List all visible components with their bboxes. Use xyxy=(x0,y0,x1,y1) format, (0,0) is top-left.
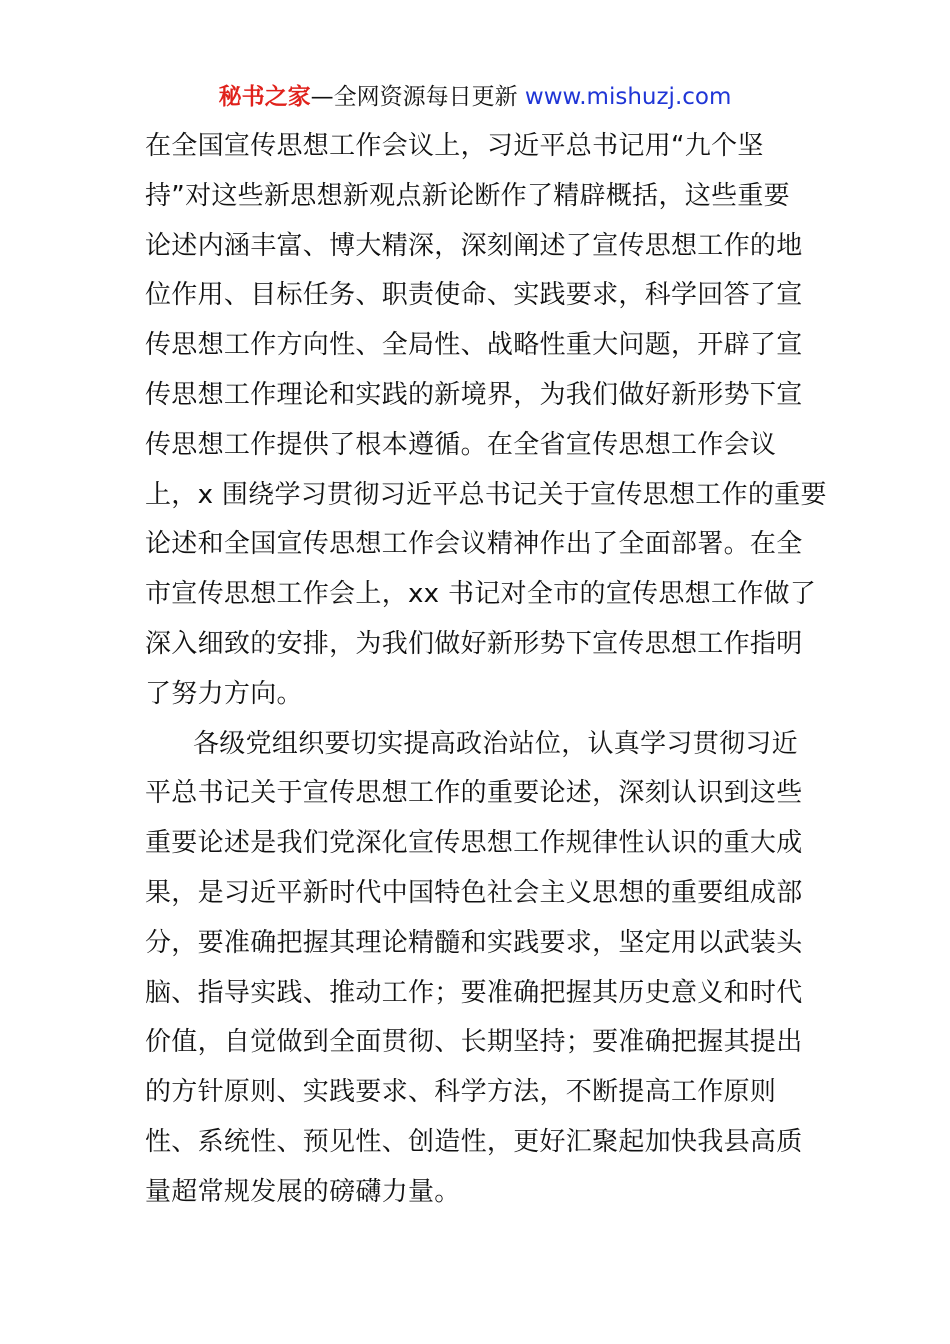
text-line: 了努力方向。 xyxy=(145,678,303,709)
text-line: 在全国宣传思想工作会议上，习近平总书记用“九个坚 xyxy=(145,131,764,161)
text-line: 各级党组织要切实提高政治站位，认真学习贯彻习近 xyxy=(193,728,798,759)
paragraph-1 xyxy=(145,122,827,720)
paragraph-2 xyxy=(145,720,809,1218)
text-line: 平总书记关于宣传思想工作的重要论述，深刻认识到这些 xyxy=(145,778,803,809)
text-line: 上，x 围绕学习贯彻习近平总书记关于宣传思想工作的重要 xyxy=(145,479,827,510)
brand-name: 秘书之家 xyxy=(218,84,311,110)
page-header xyxy=(0,80,950,114)
text-line: 论述内涵丰富、博大精深，深刻阐述了宣传思想工作的地 xyxy=(145,230,803,261)
text-line: 传思想工作理论和实践的新境界，为我们做好新形势下宣 xyxy=(145,379,803,410)
text-line: 脑、指导实践、推动工作；要准确把握其历史意义和时代 xyxy=(145,977,803,1008)
document-body xyxy=(145,122,827,1218)
text-line: 传思想工作提供了根本遵循。在全省宣传思想工作会议 xyxy=(145,429,777,460)
text-line: 传思想工作方向性、全局性、战略性重大问题，开辟了宣 xyxy=(145,330,803,361)
text-line: 位作用、目标任务、职责使命、实践要求，科学回答了宣 xyxy=(145,280,803,311)
text-line: 深入细致的安排，为我们做好新形势下宣传思想工作指明 xyxy=(145,628,803,659)
text-line: 量超常规发展的磅礴力量。 xyxy=(145,1176,461,1207)
text-line: 持”对这些新思想新观点新论断作了精辟概括，这些重要 xyxy=(145,180,790,211)
text-line: 重要论述是我们党深化宣传思想工作规律性认识的重大成 xyxy=(145,828,803,859)
header-tagline: —全网资源每日更新 xyxy=(310,84,525,110)
text-line: 市宣传思想工作会上，xx 书记对全市的宣传思想工作做了 xyxy=(145,579,817,610)
text-line: 的方针原则、实践要求、科学方法，不断提高工作原则 xyxy=(145,1077,777,1108)
site-url-link[interactable]: www.mishuzj.com xyxy=(524,84,732,110)
text-line: 论述和全国宣传思想工作会议精神作出了全面部署。在全 xyxy=(145,529,803,560)
text-line: 性、系统性、预见性、创造性，更好汇聚起加快我县高质 xyxy=(145,1126,803,1157)
text-line: 价值，自觉做到全面贯彻、长期坚持；要准确把握其提出 xyxy=(145,1027,803,1058)
text-line: 分，要准确把握其理论精髓和实践要求，坚定用以武装头 xyxy=(145,927,803,958)
text-line: 果，是习近平新时代中国特色社会主义思想的重要组成部 xyxy=(145,877,803,908)
